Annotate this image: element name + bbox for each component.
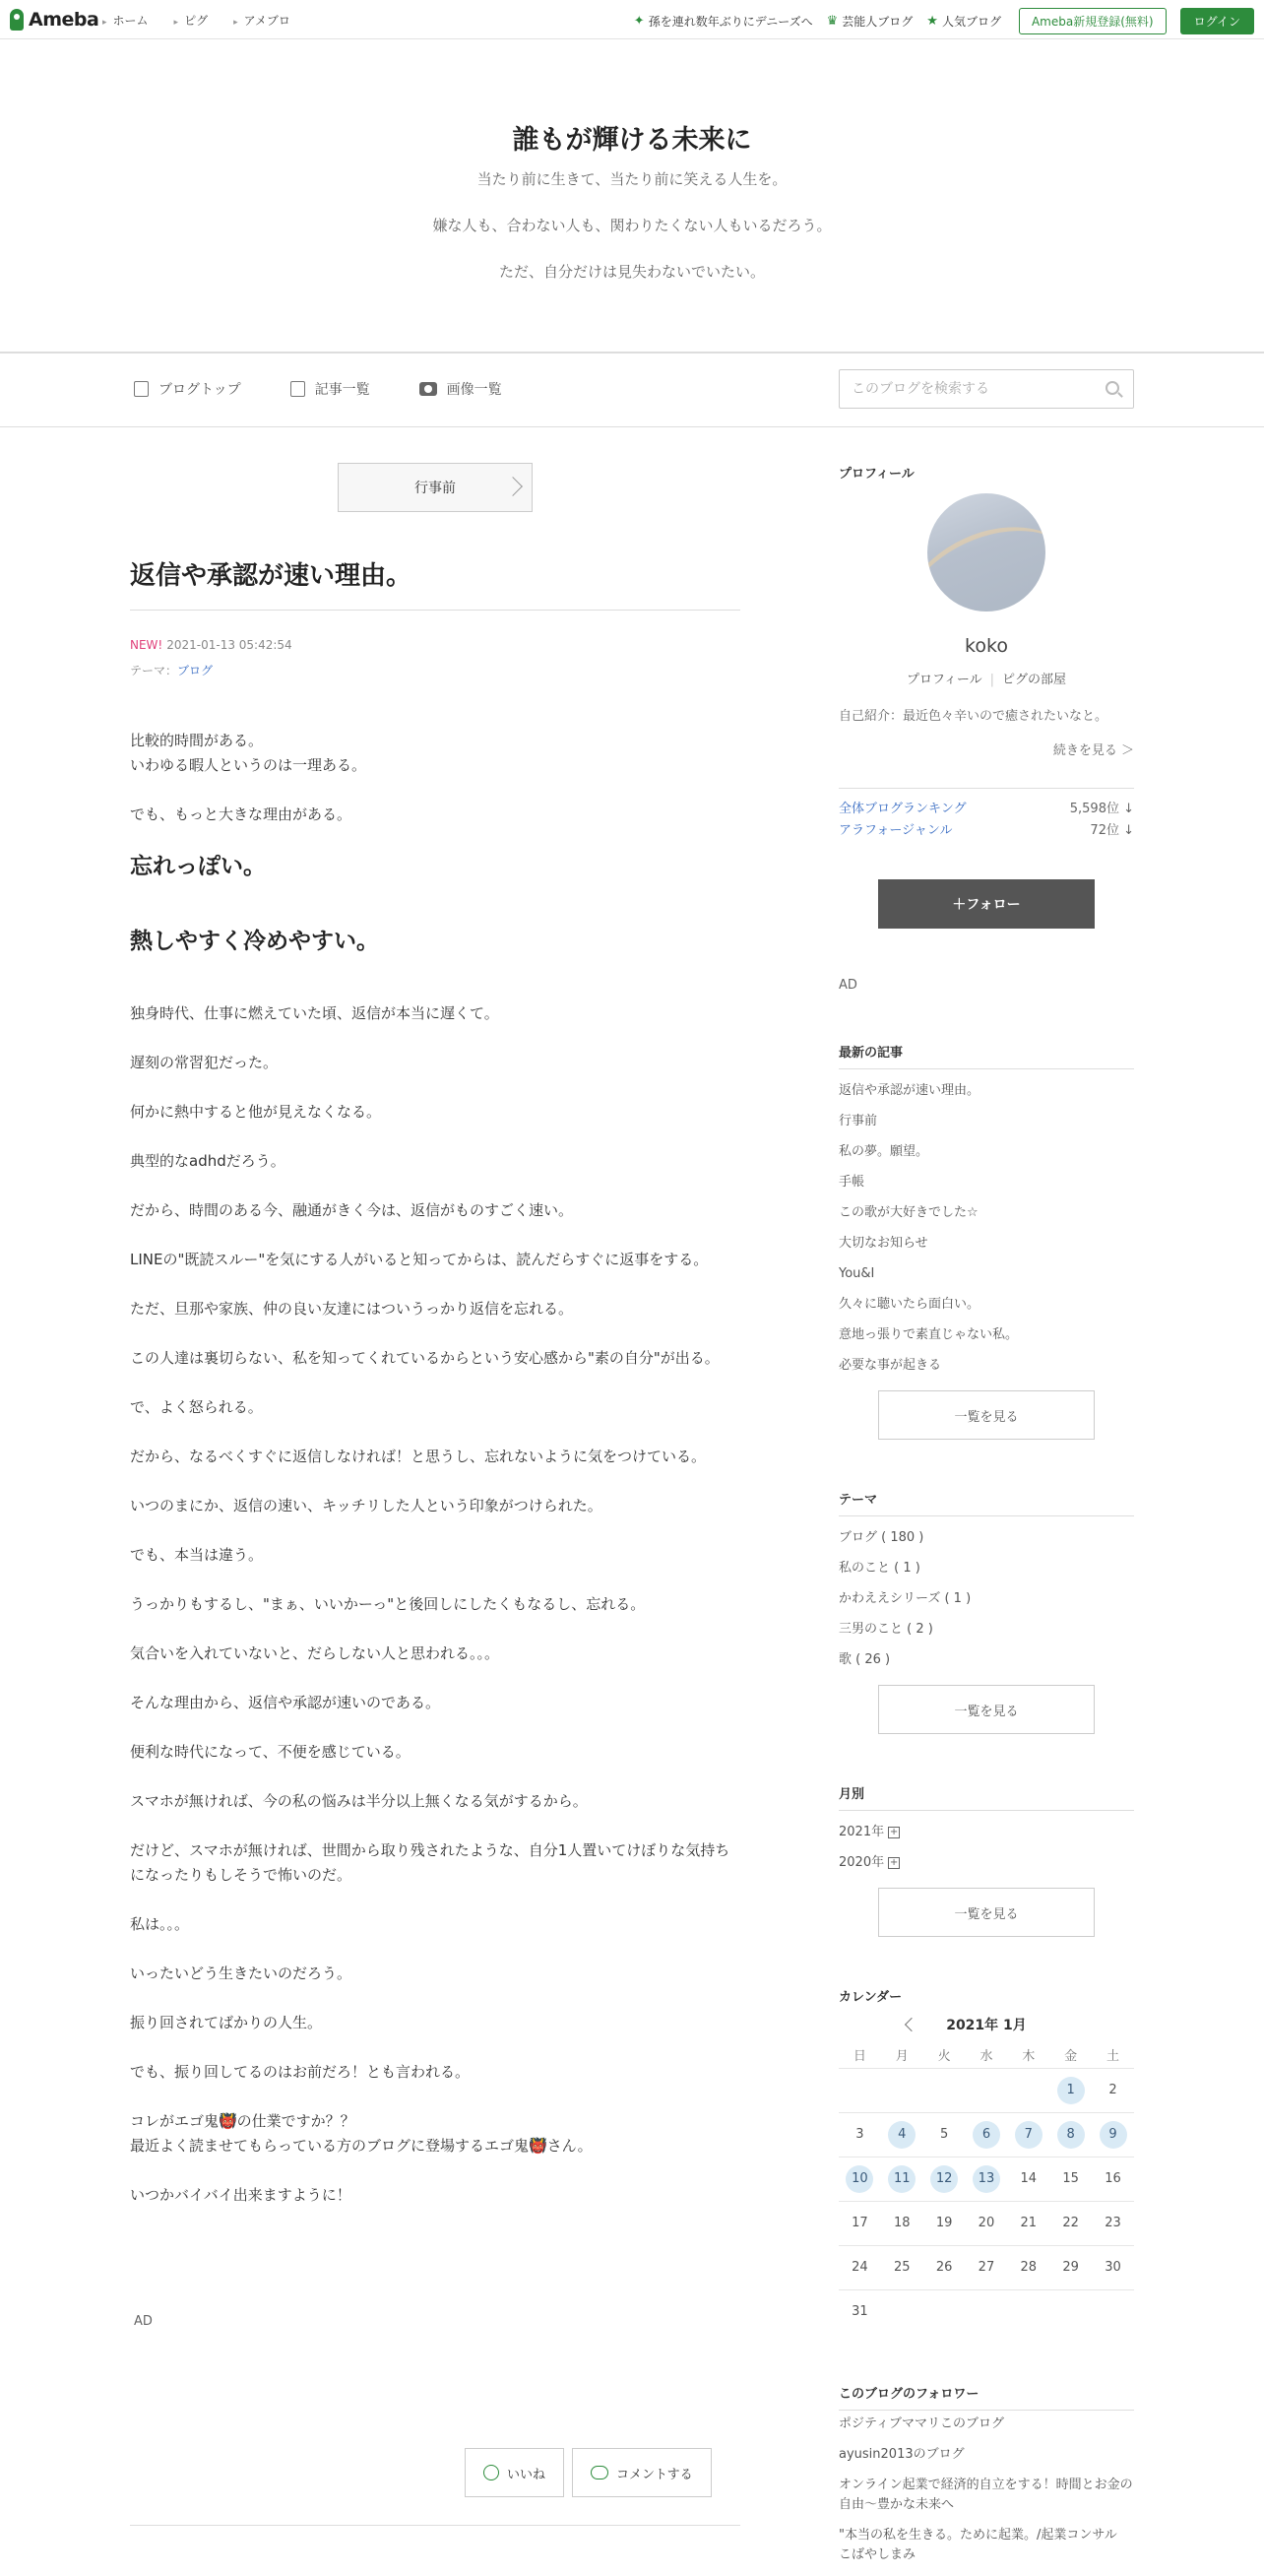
featured-link[interactable] [634,13,813,30]
calendar-day: 22 [1062,2215,1079,2230]
blog-top-label: ブログトップ [158,382,241,398]
paragraph: 気合いを入れていないと、だらしない人と思われる。。。 [130,1644,500,1662]
expand-icon[interactable]: + [889,1826,899,1837]
paragraph [130,729,740,778]
follower-blog-link[interactable]: オンライン起業で経済的自立をする！時間とお金の自由～豊かな未来へ [839,2478,1133,2512]
calendar-day: 26 [935,2259,953,2275]
paragraph: 独身時代、仕事に燃えていた頃、返信が本当に遅くて。 [130,1004,499,1022]
profile-card [839,493,1134,758]
see-all-articles-button[interactable]: 一覧を見る [878,1390,1095,1440]
popular-blog-link[interactable] [926,13,1001,30]
recent-article-link[interactable]: 手帳 [839,1175,865,1190]
overall-ranking-link[interactable]: 全体ブログランキング [839,802,967,816]
pigg-room-link[interactable]: ピグの部屋 [1002,673,1067,687]
calendar-day: 30 [1105,2259,1121,2275]
month-item[interactable] [839,1817,1134,1847]
calendar-day: 20 [978,2215,995,2230]
weekday: 金 [1064,2049,1078,2065]
theme-link[interactable]: ブログ ( 180 ) [839,1530,924,1545]
month-label: 2021年 [839,1825,885,1839]
paragraph: だから、なるべくすぐに返信しなければ！と思うし、忘れないように気をつけている。 [130,1448,707,1465]
nav-pigg-link[interactable]: ▸ ピグ [174,12,209,29]
paragraph: スマホが無ければ、今の私の悩みは半分以上無くなる気がするから。 [130,1792,588,1810]
calendar-day[interactable]: 4 [888,2121,916,2149]
theme-link[interactable]: かわええシリーズ ( 1 ) [839,1591,972,1606]
weekday: 日 [853,2049,866,2065]
weekday: 火 [937,2049,951,2065]
calendar-day[interactable]: 6 [973,2121,1000,2149]
calendar-header [839,2015,1134,2034]
calendar-day: 2 [1108,2082,1117,2097]
blog-description-line: 嫌な人も、合わない人も、関わりたくない人もいるだろう。 [432,217,832,234]
genre-ranking-link[interactable]: アラフォージャンル [839,823,953,838]
recent-article-link[interactable]: You&I [839,1266,875,1281]
heading: 忘れっぽい。 [130,854,266,879]
profile-link[interactable]: プロフィール [906,673,982,687]
paragraph: 典型的なadhdだろう。 [130,1152,285,1170]
paragraph: うっかりもするし、"まぁ、いいかーっ"と後回しにしたくもなるし、忘れる。 [130,1595,646,1613]
recent-article-link[interactable]: 大切なお知らせ [839,1236,928,1251]
weekday: 月 [895,2049,909,2065]
calendar-day[interactable]: 7 [1015,2121,1043,2149]
paragraph: 便利な時代になって、不便を感じている。 [130,1743,411,1761]
calendar [839,1986,1134,2334]
recent-article-link[interactable]: 必要な事が起きる [839,1358,942,1373]
sidebar [839,463,1134,2576]
article-list-label: 記事一覧 [314,382,370,398]
calendar-day: 31 [852,2303,868,2319]
calendar-day[interactable]: 8 [1057,2121,1085,2149]
blog-search-input[interactable] [840,370,1086,408]
paragraph: いつかバイバイ出来ますように！ [130,2186,351,2204]
ad-label: AD [839,978,857,993]
follower-blog-link[interactable]: "本当の私を生きる。ために起業。/起業コンサル こばやしまみ [839,2528,1130,2562]
themes [839,1489,1134,1734]
paragraph: LINEの"既読スルー"を気にする人がいると知ってからは、読んだらすぐに返事をする。 [130,1251,709,1268]
calendar-day: 16 [1105,2170,1121,2186]
login-button[interactable]: ログイン [1180,8,1254,34]
theme-label: テーマ： [130,664,178,677]
like-button[interactable] [465,2448,564,2497]
prev-article-button[interactable] [338,463,533,512]
logo-text: Ameba [29,9,99,31]
document-icon [134,381,149,397]
calendar-day[interactable]: 9 [1100,2121,1127,2149]
paragraph: 振り回されてばかりの人生。 [130,2014,323,2031]
article-actions [465,2448,712,2497]
paragraph: 何かに熱中すると他が見えなくなる。 [130,1103,382,1121]
theme-link[interactable]: 三男のこと ( 2 ) [839,1622,933,1637]
new-badge: NEW! [130,638,163,652]
read-more-link[interactable]: 続きを見る ＞ [1052,743,1134,758]
recent-heading: 最新の記事 [839,1042,1134,1069]
article-title[interactable]: 返信や承認が速い理由。 [130,555,740,611]
article-list-link[interactable] [290,379,370,399]
blog-followers [839,2383,1134,2565]
see-all-themes-button[interactable]: 一覧を見る [878,1685,1095,1734]
calendar-day: 17 [852,2215,868,2230]
paragraph: でも、振り回してるのはお前だろ！とも言われる。 [130,2063,471,2081]
ad-label: AD [134,2314,153,2329]
calendar-table [839,2042,1134,2334]
calendar-day: 25 [893,2259,911,2275]
blog-title[interactable]: 誰もが輝ける未来に [512,125,752,156]
monthly-archive [839,1783,1134,1937]
calendar-day: 19 [935,2215,953,2230]
paragraph: で、よく怒られる。 [130,1398,263,1416]
paragraph: でも、もっと大きな理由がある。 [130,805,352,823]
calendar-day: 24 [852,2259,868,2275]
recent-article-link[interactable]: 久々に聴いたら面白い。 [839,1297,980,1312]
genre-ranking-value: 72位 ↓ [1090,823,1134,838]
follower-blog-link[interactable]: ayusin2013のブログ [839,2447,965,2462]
month-label: 2020年 [839,1855,885,1870]
expand-icon[interactable]: + [889,1856,899,1868]
recent-article-link[interactable]: 返信や承認が速い理由。 [839,1083,980,1098]
paragraph [130,2109,740,2158]
calendar-day: 18 [893,2215,911,2230]
register-button[interactable]: Ameba新規登録(無料) [1019,8,1167,34]
crown-icon: ♛ [826,14,839,29]
text-line: コレがエゴ鬼👹の仕業ですか？？ [130,2112,355,2130]
celebrity-blog-label: 芸能人ブログ [842,15,914,29]
blog-description-line: ただ、自分だけは見失わないでいたい。 [498,263,765,281]
calendar-day: 5 [939,2126,949,2142]
global-header-right [634,8,1254,34]
calendar-day: 15 [1062,2170,1079,2186]
paragraph: 私は。。。 [130,1915,190,1933]
divider: | [989,673,995,687]
celebrity-blog-link[interactable] [827,13,914,30]
username[interactable]: koko [965,635,1008,657]
follow-button[interactable]: ＋フォロー [878,879,1095,929]
blog-nav [0,353,1264,427]
calendar-day: 28 [1020,2259,1038,2275]
theme-link[interactable]: 歌 ( 26 ) [839,1652,891,1667]
camera-icon [419,382,437,396]
blog-header [0,39,1264,353]
calendar-month: 2021年 1月 [946,2018,1027,2033]
paragraph: この人達は裏切らない、私を知ってくれているからという安心感から"素の自分"が出る。 [130,1349,720,1367]
avatar[interactable] [927,493,1045,612]
blog-top-link[interactable] [134,379,241,399]
calendar-day[interactable]: 13 [973,2165,1000,2193]
paragraph: いつのまにか、返信の速い、キッチリした人という印象がつけられた。 [130,1497,602,1514]
copy-icon [290,381,305,397]
image-list-label: 画像一覧 [446,382,502,398]
ameba-logo[interactable] [10,7,98,32]
paragraph: だけど、スマホが無ければ、世間から取り残されたような、自分1人置いてけぼりな気持ちになったりもしそうで怖いのだ。 [130,1841,730,1884]
nav-ameblo-link[interactable]: ▸ アメブロ [233,12,290,29]
article-body [130,729,740,2208]
comment-icon [591,2466,608,2479]
divider [130,2525,740,2526]
profile-heading: プロフィール [839,467,915,482]
recent-article-link[interactable]: この歌が大好きでした☆ [839,1205,979,1220]
calendar-day[interactable]: 1 [1057,2077,1085,2104]
blog-description-line: 当たり前に生きて、当たり前に笑える人生を。 [476,170,788,188]
calendar-day[interactable]: 10 [846,2165,873,2193]
calendar-day: 29 [1062,2259,1079,2275]
weekday: 土 [1106,2049,1120,2065]
paragraph: そんな理由から、返信や承認が速いのである。 [130,1694,441,1711]
heading: 熱しやすく冷めやすい。 [130,929,379,954]
followers-heading: このブログのフォロワー [839,2383,1134,2411]
calendar-day: 21 [1020,2215,1038,2230]
calendar-day: 14 [1020,2170,1038,2186]
recent-articles [839,1042,1134,1440]
star-icon: ✦ [633,14,645,29]
text-line: 最近よく読ませてもらっている方のブログに登場するエゴ鬼👹さん。 [130,2137,593,2155]
search-icon[interactable] [1106,381,1119,395]
text-line: いわゆる暇人というのは一理ある。 [130,756,367,774]
theme-link[interactable]: 私のこと ( 1 ) [839,1561,920,1576]
chevron-left-icon[interactable] [905,2018,918,2031]
popular-blog-label: 人気ブログ [941,15,1001,29]
calendar-day[interactable]: 11 [888,2165,916,2193]
calendar-day: 27 [978,2259,995,2275]
global-header [0,0,1264,39]
chevron-right-icon [503,477,523,496]
calendar-day: 3 [855,2126,864,2142]
featured-link-label: 孫を連れ数年ぶりにデニーズへ [648,15,813,29]
star-icon: ★ [926,14,938,29]
nav-home-link[interactable]: ▸ ホーム [102,12,149,29]
monthly-heading: 月別 [839,1783,1134,1811]
blog-search-box [839,369,1134,409]
calendar-day: 23 [1105,2215,1121,2230]
text-line: 比較的時間がある。 [130,732,264,749]
calendar-heading: カレンダー [839,1990,903,2005]
article-column [130,463,740,2482]
paragraph: だから、時間のある今、融通がきく今は、返信がものすごく速い。 [130,1201,574,1219]
comment-label: コメントする [616,2467,693,2482]
recent-article-link[interactable]: 行事前 [839,1114,878,1128]
comment-button[interactable] [572,2448,712,2497]
paragraph: 遅刻の常習犯だった。 [130,1054,279,1071]
smile-icon [483,2465,499,2480]
like-label: いいね [507,2467,546,2482]
paragraph: いったいどう生きたいのだろう。 [130,1964,352,1982]
recent-article-link[interactable]: 私の夢。願望。 [839,1144,929,1159]
theme-link[interactable]: ブログ [177,664,214,677]
image-list-link[interactable] [419,379,502,399]
recent-article-link[interactable]: 意地っ張りで素直じゃない私。 [839,1327,1019,1342]
article-datetime: 2021-01-13 05:42:54 [166,638,292,652]
overall-ranking-value: 5,598位 ↓ [1069,802,1134,816]
calendar-day[interactable]: 12 [930,2165,958,2193]
article-meta [130,632,740,683]
paragraph: でも、本当は違う。 [130,1546,264,1564]
weekday: 木 [1022,2049,1036,2065]
month-item[interactable] [839,1847,1134,1878]
ameba-logo-icon [10,9,24,31]
theme-heading: テーマ [839,1489,1134,1516]
global-nav [102,12,290,29]
prev-article-label: 行事前 [414,481,456,496]
paragraph: ただ、旦那や家族、仲の良い友達にはついうっかり返信を忘れる。 [130,1300,574,1318]
self-intro: 自己紹介：最近色々辛いので癒されたいなと。 [839,709,1108,724]
ranking [839,788,1134,842]
follower-blog-link[interactable]: ポジティブママリこのブログ [839,2416,1004,2431]
weekday: 水 [980,2049,993,2065]
see-all-months-button[interactable]: 一覧を見る [878,1888,1095,1937]
